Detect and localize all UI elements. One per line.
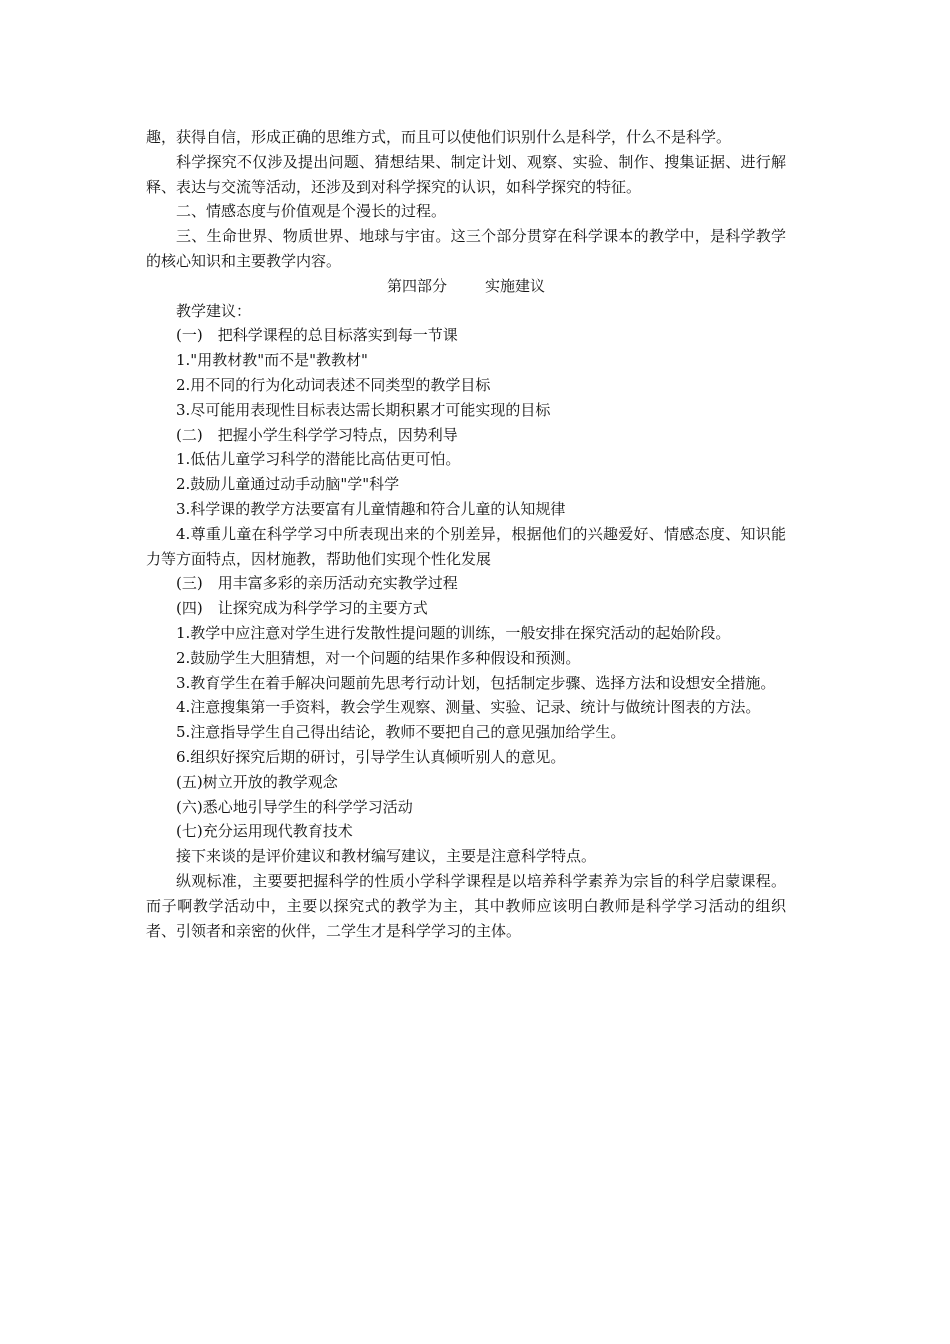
paragraph-scientific-inquiry: 科学探究不仅涉及提出问题、猜想结果、制定计划、观察、实验、制作、搜集证据、进行解释、表达与交流等活动，还涉及到对科学探究的认识，如科学探究的特征。: [146, 152, 786, 196]
paragraph-attitude-values: 二、情感态度与价值观是个漫长的过程。: [176, 202, 447, 221]
list-item: 2.鼓励学生大胆猜想，对一个问题的结果作多种假设和预测。: [176, 648, 581, 667]
list-item: 1."用教材教"而不是"教教材": [176, 351, 368, 370]
list-item: 1.低估儿童学习科学的潜能比高估更可怕。: [176, 450, 461, 469]
list-item: 3.尽可能用表现性目标表达需长期积累才可能实现的目标: [176, 400, 551, 419]
section-heading-title: 实施建议: [485, 276, 546, 295]
list-item-section-3: (三) 用丰富多彩的亲历活动充实教学过程: [176, 574, 458, 593]
list-item: 6.组织好探究后期的研讨，引导学生认真倾听别人的意见。: [176, 747, 566, 766]
paragraph-evaluation-note: 接下来谈的是评价建议和教材编写建议，主要是注意科学特点。: [176, 847, 597, 866]
list-item-section-2: (二) 把握小学生科学学习特点，因势利导: [176, 425, 458, 444]
list-item: 2.用不同的行为化动词表述不同类型的教学目标: [176, 375, 491, 394]
list-item-section-1: (一) 把科学课程的总目标落实到每一节课: [176, 326, 458, 345]
paragraph-conclusion: 纵观标准，主要要把握科学的性质小学科学课程是以培养科学素养为宗旨的科学启蒙课程。而子啊教学活动中，主要以探究式的教学为主，其中教师应该明白教师是科学学习活动的组织者、引领者和亲密的伙伴，二学生才是科学学习的主体。: [146, 871, 786, 940]
document-page: [146, 125, 786, 943]
list-item: 1.教学中应注意对学生进行发散性提问题的训练，一般安排在探究活动的起始阶段。: [176, 623, 731, 642]
list-item: 3.科学课的教学方法要富有儿童情趣和符合儿童的认知规律: [176, 499, 566, 518]
list-item-section-5: (五)树立开放的教学观念: [176, 772, 338, 791]
list-item-section-7: (七)充分运用现代教育技术: [176, 822, 353, 841]
section-heading: [146, 274, 786, 299]
list-item-section-6: (六)悉心地引导学生的科学学习活动: [176, 797, 413, 816]
list-item-section-4: (四) 让探究成为科学学习的主要方式: [176, 599, 428, 618]
list-item: 4.注意搜集第一手资料，教会学生观察、测量、实验、记录、统计与做统计图表的方法。: [176, 698, 761, 717]
section-heading-part: 第四部分: [386, 276, 447, 295]
paragraph-teaching-suggestions: 教学建议：: [176, 301, 252, 320]
list-item: 2.鼓励儿童通过动手动脑"学"科学: [176, 475, 400, 494]
list-item: 3.教育学生在着手解决问题前先思考行动计划，包括制定步骤、选择方法和设想安全措施。: [176, 673, 776, 692]
list-item: 4.尊重儿童在科学学习中所表现出来的个别差异，根据他们的兴趣爱好、情感态度、知识能力等方面特点，因材施教，帮助他们实现个性化发展: [146, 524, 786, 568]
list-item: 5.注意指导学生自己得出结论，教师不要把自己的意见强加给学生。: [176, 723, 626, 742]
paragraph-core-knowledge: 三、生命世界、物质世界、地球与宇宙。这三个部分贯穿在科学课本的教学中，是科学教学的核心知识和主要教学内容。: [146, 227, 786, 270]
paragraph-continuation: 趣，获得自信，形成正确的思维方式，而且可以使他们识别什么是科学，什么不是科学。: [146, 128, 732, 146]
